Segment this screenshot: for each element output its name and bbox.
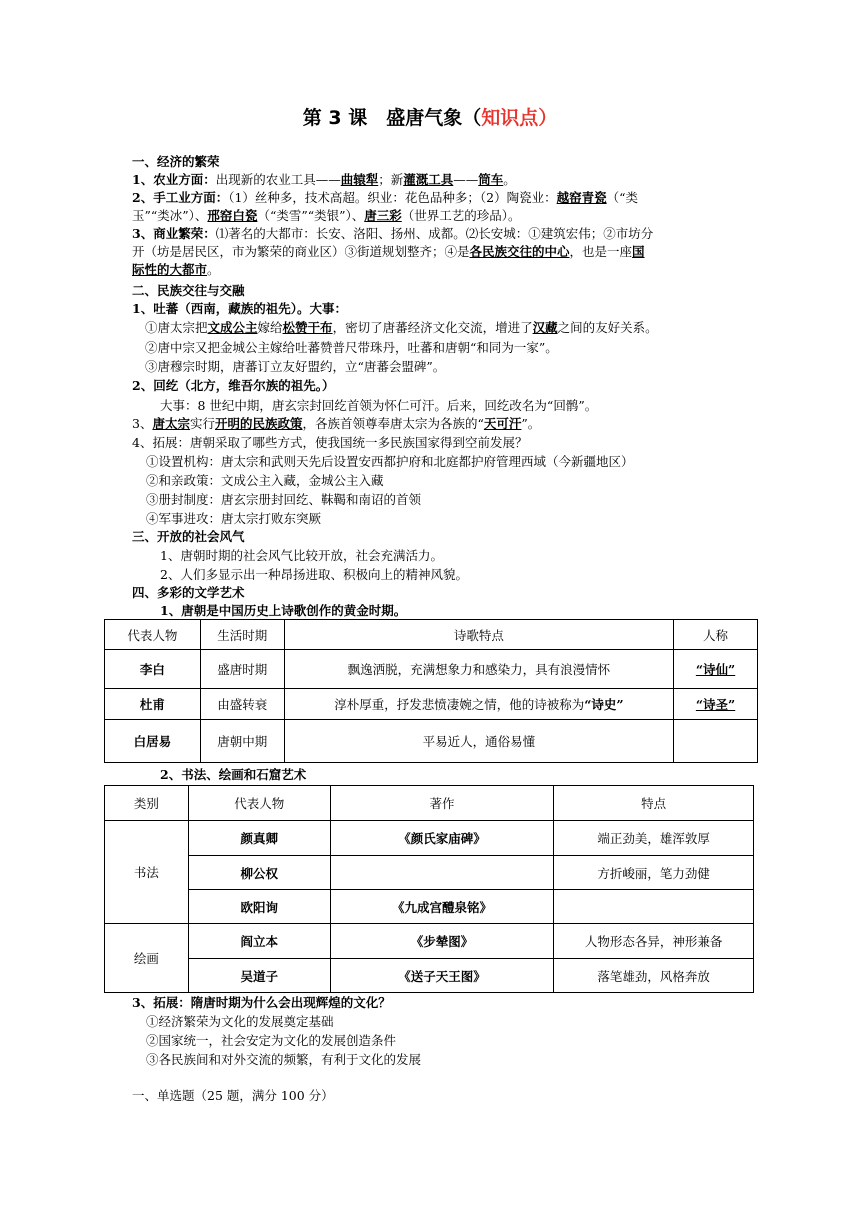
artist-feature: 方折峻丽，笔力劲健 xyxy=(554,856,754,890)
arts-header-cell: 特点 xyxy=(554,786,754,821)
section3-heading: 三、开放的社会风气 xyxy=(132,529,245,544)
comm-line-1: 3、商业繁荣：⑴著名的大都市：长安、洛阳、扬州、成都。⑵长安城：①建筑宏伟；②市坊分 xyxy=(132,226,654,241)
artist-name: 颜真卿 xyxy=(188,821,330,856)
comm-line-2: 开（坊是居民区，市为繁荣的商业区）③街道规划整齐；④是各民族交往的中心，也是一座国 xyxy=(132,244,645,259)
poet-title xyxy=(674,720,758,763)
culture-reason-2: ②国家统一，社会安定为文化的发展创造条件 xyxy=(146,1033,397,1048)
poet-period: 由盛转衰 xyxy=(200,689,284,720)
artist-feature: 人物形态各异，神形兼备 xyxy=(554,924,754,959)
poetry-subheading: 1、唐朝是中国历史上诗歌创作的黄金时期。 xyxy=(160,603,407,618)
poets-header-cell: 人称 xyxy=(674,620,758,650)
title-highlight: 知识点 xyxy=(481,107,539,129)
artist-name: 阎立本 xyxy=(188,924,330,959)
arts-category: 绘画 xyxy=(105,924,189,993)
expand-question: 4、拓展：唐朝采取了哪些方式，使我国统一多民族国家得到空前发展？ xyxy=(132,435,528,450)
poet-name: 杜甫 xyxy=(105,689,201,720)
policy-line: 3、唐太宗实行开明的民族政策，各族首领尊奉唐太宗为各族的“天可汗”。 xyxy=(132,416,541,431)
culture-reason-3: ③各民族间和对外交流的频繁，有利于文化的发展 xyxy=(146,1052,422,1067)
table-row xyxy=(105,650,758,689)
artist-name: 柳公权 xyxy=(188,856,330,890)
exercise-heading: 一、单选题（25 题，满分 100 分） xyxy=(132,1088,334,1103)
arts-header-cell: 类别 xyxy=(105,786,189,821)
poet-name: 李白 xyxy=(105,650,201,689)
artist-work xyxy=(330,856,554,890)
tubo-heading: 1、吐蕃（西南，藏族的祖先）。大事： xyxy=(132,301,347,316)
arts-header-cell: 代表人物 xyxy=(188,786,330,821)
social-item-1: 1、唐朝时期的社会风气比较开放，社会充满活力。 xyxy=(160,548,443,563)
culture-reason-1: ①经济繁荣为文化的发展奠定基础 xyxy=(146,1014,334,1029)
poets-table xyxy=(104,619,758,763)
arts-header-row xyxy=(105,786,754,821)
page-title xyxy=(0,103,860,130)
artist-name: 吴道子 xyxy=(188,959,330,993)
agri-line: 1、农业方面：出现新的农业工具——曲辕犁；新灌溉工具——筒车。 xyxy=(132,172,516,187)
section1-heading: 一、经济的繁荣 xyxy=(132,154,220,169)
poet-feature: 飘逸洒脱，充满想象力和感染力，具有浪漫情怀 xyxy=(284,650,673,689)
poet-feature: 淳朴厚重，抒发悲愤凄婉之情，他的诗被称为“诗史” xyxy=(284,689,673,720)
social-item-2: 2、人们多显示出一种昂扬进取、积极向上的精神风貌。 xyxy=(160,567,468,582)
artist-name: 欧阳询 xyxy=(188,890,330,924)
artist-feature: 落笔雄劲，风格奔放 xyxy=(554,959,754,993)
culture-question: 3、拓展：隋唐时期为什么会出现辉煌的文化？ xyxy=(132,995,391,1010)
poet-period: 盛唐时期 xyxy=(200,650,284,689)
artist-work: 《送子天王图》 xyxy=(330,959,554,993)
artist-work: 《颜氏家庙碑》 xyxy=(330,821,554,856)
expand-item-1: ①设置机构：唐太宗和武则天先后设置安西都护府和北庭都护府管理西域（今新疆地区） xyxy=(146,454,634,469)
handi-line-2: 玉”“类冰”）、邢窑白瓷（“类雪”“类银”）、唐三彩（世界工艺的珍品）。 xyxy=(132,208,521,223)
tubo-event-1: ①唐太宗把文成公主嫁给松赞干布，密切了唐蕃经济文化交流，增进了汉藏之间的友好关系。 xyxy=(145,320,658,335)
poet-title: “诗圣” xyxy=(674,689,758,720)
section4-heading: 四、多彩的文学艺术 xyxy=(132,585,245,600)
artist-work: 《步辇图》 xyxy=(330,924,554,959)
expand-item-4: ④军事进攻：唐太宗打败东突厥 xyxy=(146,511,322,526)
poet-feature: 平易近人，通俗易懂 xyxy=(284,720,673,763)
huihe-event: 大事：8 世纪中期，唐玄宗封回纥首领为怀仁可汗。后来，回纥改名为“回鹘”。 xyxy=(160,398,598,413)
title-close: ） xyxy=(538,107,558,129)
poets-header-cell: 代表人物 xyxy=(105,620,201,650)
arts-table xyxy=(104,785,754,993)
artist-feature xyxy=(554,890,754,924)
table-row xyxy=(105,924,754,959)
handi-line-1: 2、手工业方面：（1）丝种多，技术高超。织业：花色品种多；（2）陶瓷业：越窑青瓷（“类 xyxy=(132,190,639,205)
arts-subheading: 2、书法、绘画和石窟艺术 xyxy=(160,767,307,782)
table-row xyxy=(105,856,754,890)
arts-header-cell: 著作 xyxy=(330,786,554,821)
section2-heading: 二、民族交往与交融 xyxy=(132,283,245,298)
poets-header-cell: 诗歌特点 xyxy=(284,620,673,650)
poets-header-cell: 生活时期 xyxy=(200,620,284,650)
tubo-event-2: ②唐中宗又把金城公主嫁给吐蕃赞普尺带珠丹，吐蕃和唐朝“和同为一家”。 xyxy=(145,340,558,355)
tubo-event-3: ③唐穆宗时期，唐蕃订立友好盟约，立“唐蕃会盟碑”。 xyxy=(145,359,446,374)
table-row xyxy=(105,821,754,856)
title-main: 第 3 课 盛唐气象（ xyxy=(302,107,482,129)
poet-title: “诗仙” xyxy=(674,650,758,689)
artist-work: 《九成宫醴泉铭》 xyxy=(330,890,554,924)
huihe-heading: 2、回纥（北方，维吾尔族的祖先。） xyxy=(132,378,335,393)
expand-item-2: ②和亲政策：文成公主入藏，金城公主入藏 xyxy=(146,473,384,488)
poets-header-row xyxy=(105,620,758,650)
expand-item-3: ③册封制度：唐玄宗册封回纥、靺鞨和南诏的首领 xyxy=(146,492,422,507)
comm-line-3: 际性的大都市。 xyxy=(132,262,220,277)
artist-feature: 端正劲美，雄浑敦厚 xyxy=(554,821,754,856)
table-row xyxy=(105,890,754,924)
poet-name: 白居易 xyxy=(105,720,201,763)
table-row xyxy=(105,959,754,993)
arts-category: 书法 xyxy=(105,821,189,924)
poet-period: 唐朝中期 xyxy=(200,720,284,763)
table-row xyxy=(105,689,758,720)
table-row xyxy=(105,720,758,763)
